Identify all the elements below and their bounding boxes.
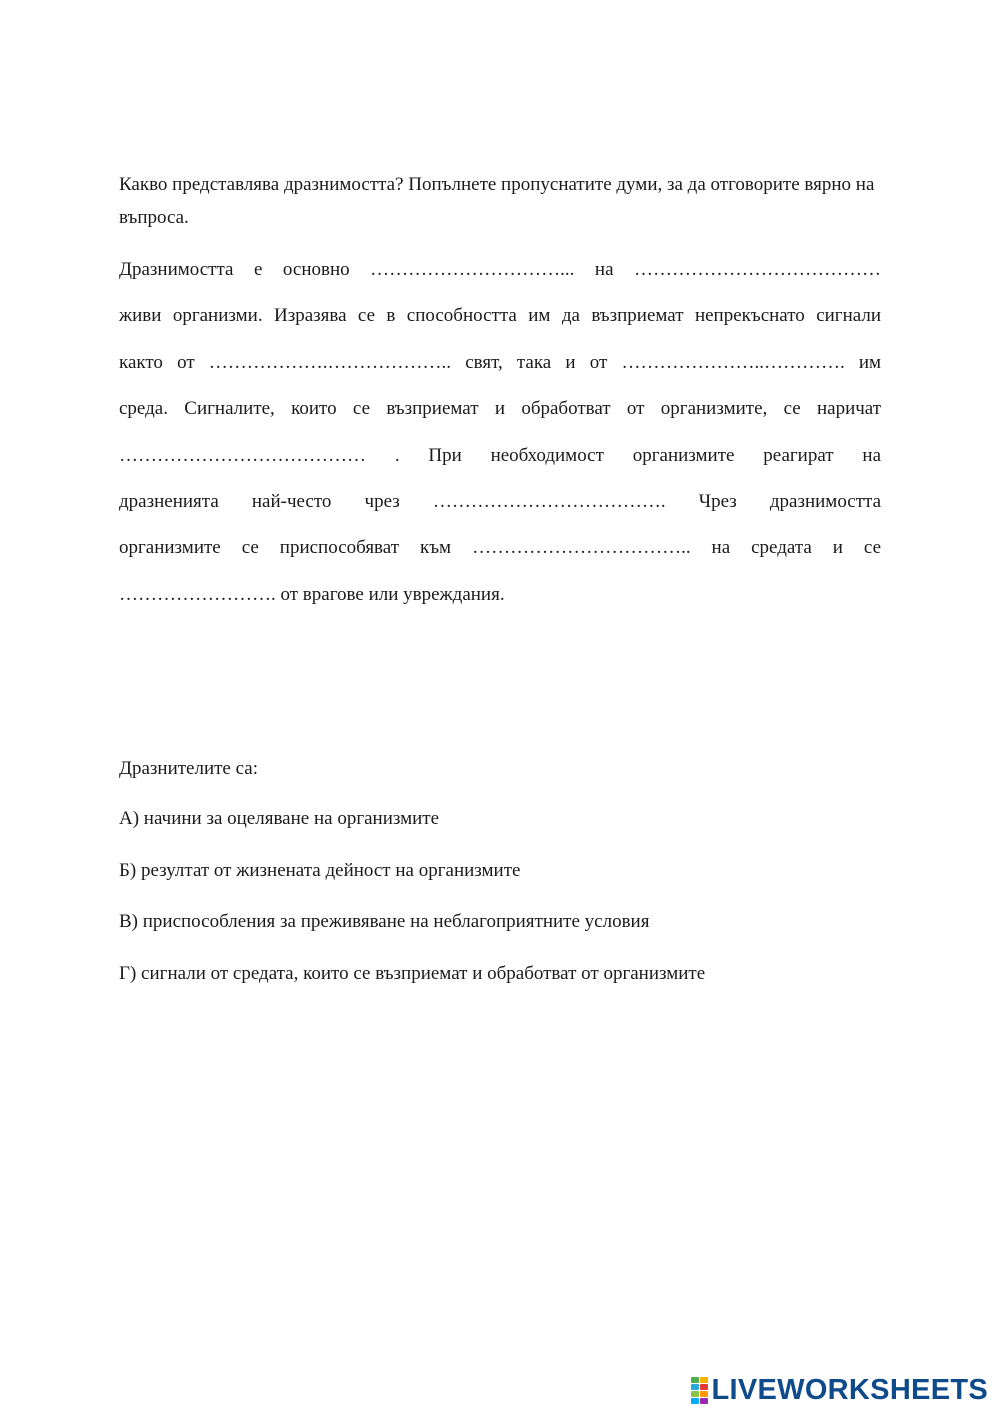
exercise-word: приспособяват — [279, 537, 400, 559]
answer-blank[interactable]: ………………………………. — [432, 490, 666, 512]
exercise-word: както — [119, 351, 163, 373]
fill-in-exercise — [119, 253, 881, 624]
exercise-word: и — [494, 398, 506, 420]
exercise-word: организмите, — [660, 398, 768, 420]
exercise-line — [119, 485, 881, 531]
exercise-word: към — [420, 537, 452, 559]
logo-tile — [700, 1398, 708, 1404]
exercise-word: им — [858, 351, 882, 373]
logo-tile — [691, 1391, 699, 1397]
exercise-word: от — [626, 398, 645, 420]
exercise-word: организмите — [119, 537, 221, 559]
logo-tile — [700, 1384, 708, 1390]
exercise-word: се — [352, 398, 371, 420]
logo-tile — [700, 1391, 708, 1397]
answer-blank[interactable]: …………………………….. — [472, 537, 691, 559]
exercise-word: наричат — [816, 398, 882, 420]
exercise-word: При — [428, 444, 462, 466]
exercise-word: среда. — [119, 398, 168, 420]
exercise-line — [119, 253, 881, 299]
exercise-word: дразнимостта — [769, 490, 882, 512]
exercise-word: се — [241, 537, 259, 559]
logo-tile — [691, 1384, 699, 1390]
option-b[interactable]: Б) резултат от жизнената дейност на организмите — [119, 859, 521, 881]
answer-blank[interactable]: …………………..…………. — [621, 351, 845, 373]
exercise-word: Чрез — [698, 490, 737, 512]
exercise-word: да — [561, 305, 580, 327]
answer-options — [119, 804, 881, 1010]
exercise-word: е — [253, 259, 263, 280]
option-a[interactable]: А) начини за оцеляване на организмите — [119, 808, 440, 829]
exercise-word: живи — [119, 305, 162, 327]
option-d[interactable]: Г) сигнали от средата, които се възприемат и обработват от организмите — [119, 962, 706, 984]
exercise-word: непрекъснато — [694, 305, 805, 327]
exercise-word: . — [394, 444, 400, 466]
exercise-line — [119, 346, 881, 392]
option-c[interactable]: В) приспособления за преживяване на неблагоприятните условия — [119, 911, 650, 932]
exercise-word: необходимост — [490, 444, 604, 466]
exercise-word: най-често — [251, 490, 332, 512]
exercise-word: и — [565, 351, 576, 373]
exercise-word: им — [528, 305, 551, 327]
exercise-word: на — [711, 537, 731, 559]
exercise-word: се — [783, 398, 801, 420]
logo-tile — [700, 1377, 708, 1383]
liveworksheets-icon — [691, 1377, 708, 1404]
exercise-word: организми. — [172, 305, 263, 327]
logo-tile — [691, 1398, 699, 1404]
exercise-word: на — [594, 259, 614, 280]
exercise-word: и — [832, 537, 843, 559]
exercise-line — [119, 439, 881, 485]
exercise-word: сигнали — [816, 305, 882, 327]
exercise-word: в — [386, 305, 396, 327]
exercise-word: дразненията — [119, 490, 219, 512]
exercise-word: се — [357, 305, 376, 327]
exercise-word: чрез — [364, 490, 400, 512]
exercise-word: възприемат — [591, 305, 684, 327]
exercise-word: реагират — [763, 444, 834, 466]
exercise-line — [119, 392, 881, 438]
exercise-word: свят, — [465, 351, 503, 373]
logo-tile — [691, 1377, 699, 1383]
exercise-word: организмите — [632, 444, 735, 466]
exercise-word: обработват — [521, 398, 611, 420]
answer-blank[interactable]: ……………………. от врагове или увреждания. — [119, 583, 505, 605]
exercise-word: способността — [406, 305, 517, 327]
exercise-word: Сигналите, — [184, 398, 275, 420]
answer-blank[interactable]: ………………………………… — [634, 259, 882, 280]
exercise-word: се — [863, 537, 882, 559]
exercise-line — [119, 531, 881, 577]
exercise-word: Изразява — [273, 305, 347, 327]
exercise-word: основно — [282, 259, 350, 280]
stimuli-heading: Дразнителите са: — [119, 758, 258, 779]
exercise-word: възприемат — [386, 398, 479, 420]
brand-name: LIVEWORKSHEETS — [711, 1373, 988, 1406]
exercise-line — [119, 578, 881, 624]
exercise-word: така — [516, 351, 552, 373]
answer-blank[interactable]: …………………………... — [370, 259, 575, 280]
liveworksheets-logo — [691, 1375, 989, 1405]
exercise-word: Дразнимостта — [119, 259, 234, 280]
question-text: Какво представлява дразнимостта? Попълнете пропуснатите думи, за да отговорите вярно на въпроса. — [119, 174, 875, 228]
exercise-word: на — [862, 444, 882, 466]
answer-blank[interactable]: ………………………………… — [119, 444, 366, 466]
exercise-word: от — [589, 351, 608, 373]
exercise-word: средата — [751, 537, 812, 559]
exercise-line — [119, 299, 881, 345]
exercise-word: които — [291, 398, 337, 420]
answer-blank[interactable]: ……………….……………….. — [208, 351, 452, 373]
exercise-word: от — [177, 351, 195, 373]
